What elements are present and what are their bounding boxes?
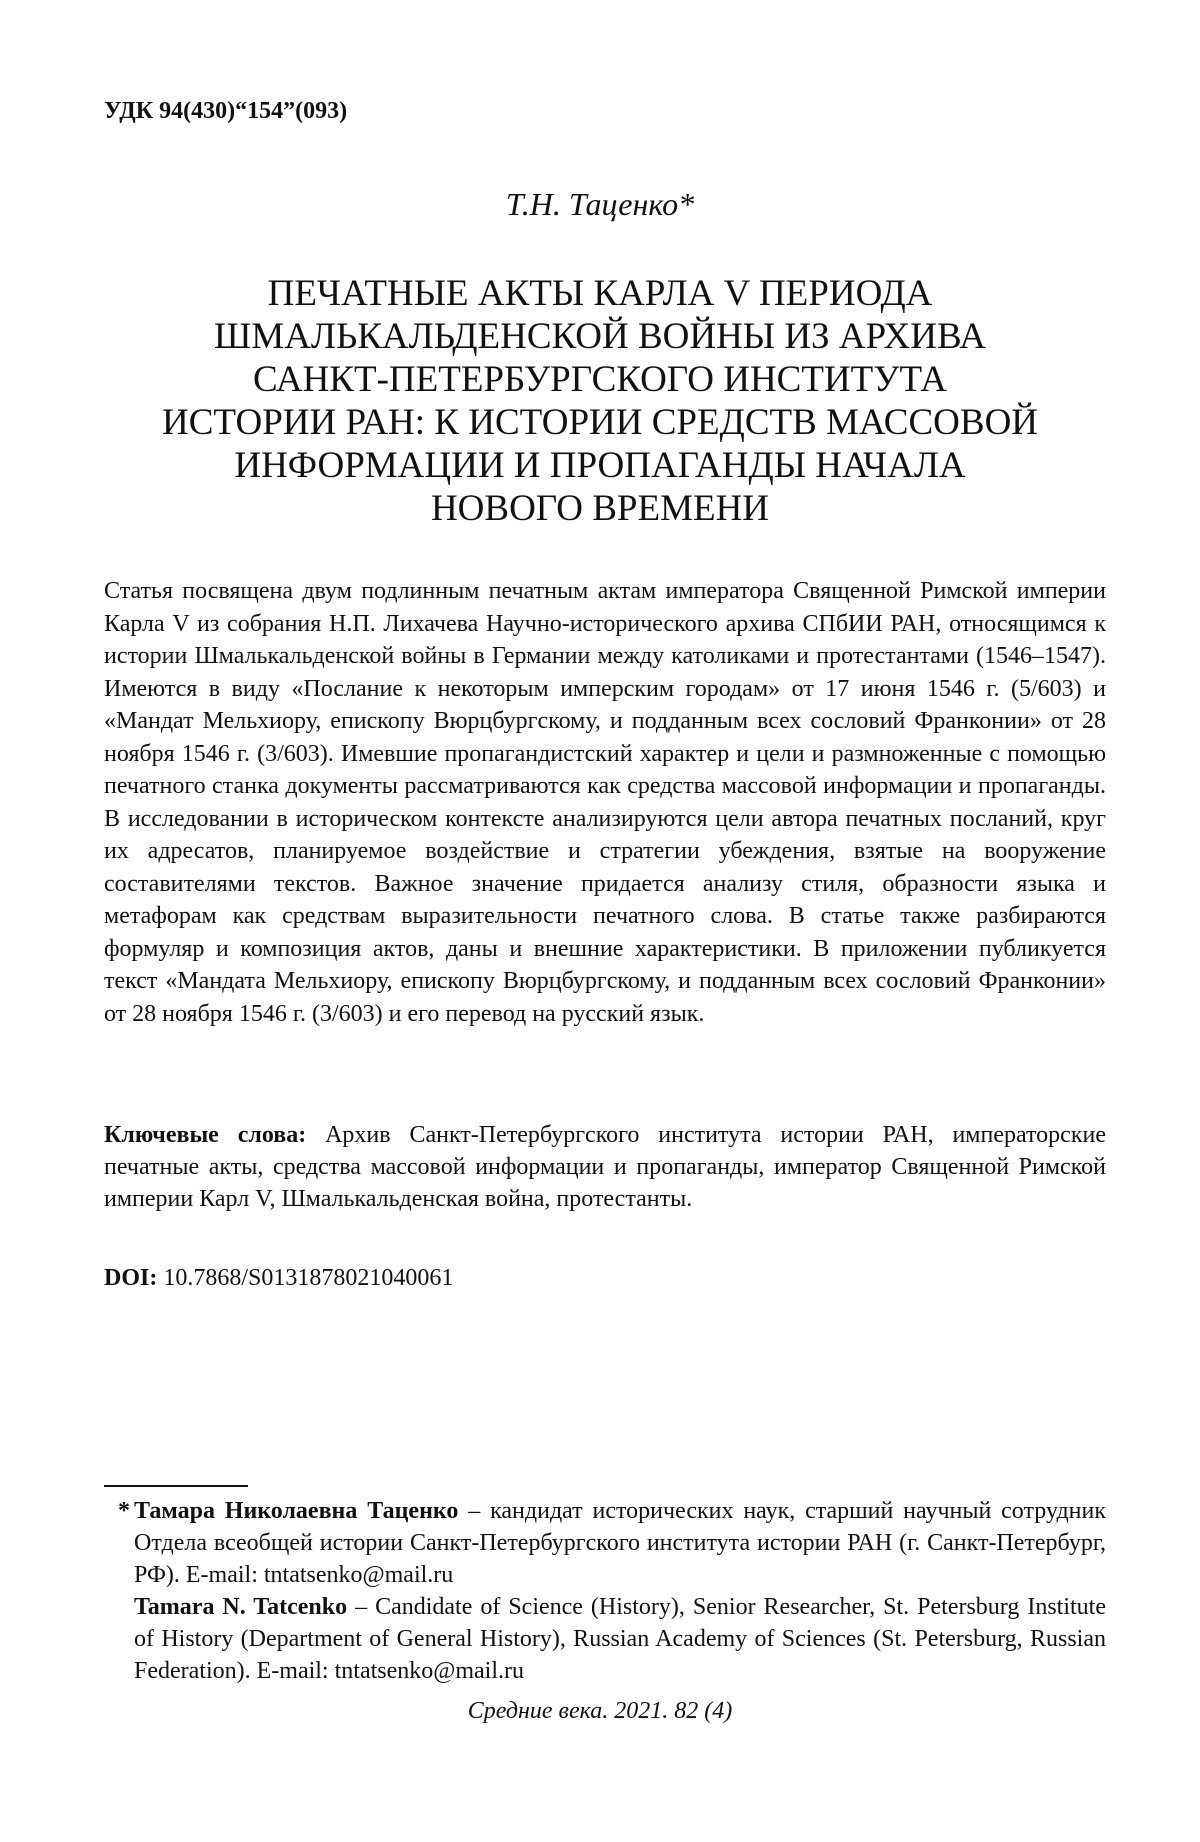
title-line: САНКТ-ПЕТЕРБУРГСКОГО ИНСТИТУТА (253, 359, 947, 400)
footnote-marker: * (118, 1498, 130, 1524)
footnote-en-text: – Candidate of Science (History), Senior Researcher, St. Petersburg Institute of History (Department of General History), Russian Academy of Sciences (St. Petersburg, Russian Federation). E-mail: tntatsenko@mail.ru (134, 1594, 1106, 1684)
footnote-divider (104, 1485, 248, 1487)
footnote-english (104, 1591, 1106, 1687)
footnote-en-name: Tamara N. Tatcenko (134, 1594, 348, 1620)
footnote-ru-text: – кандидат исторических наук, старший научный сотрудник Отдела всеобщей истории Санкт-Петербургского института истории РАН (г. Санкт-Петербург, РФ). E-mail: tntatsenko@mail.ru (134, 1498, 1106, 1588)
footnote-russian (104, 1495, 1106, 1591)
keywords-paragraph (104, 1119, 1106, 1215)
title-line: ПЕЧАТНЫЕ АКТЫ КАРЛА V ПЕРИОДА (267, 273, 933, 314)
keywords-label: Ключевые слова: (104, 1122, 307, 1148)
doi-line (104, 1265, 453, 1292)
title-line: ИСТОРИИ РАН: К ИСТОРИИ СРЕДСТВ МАССОВОЙ (161, 402, 1039, 443)
title-line: ШМАЛЬКАЛЬДЕНСКОЙ ВОЙНЫ ИЗ АРХИВА (213, 316, 987, 357)
abstract-paragraph: Статья посвящена двум подлинным печатным актам императора Священной Римской империи Карла V из собрания Н.П. Лихачева Научно-исторического архива СПбИИ РАН, относящимся к истории Шмалькальденской войны в Германии между католиками и протестантами (1546–1547). Имеются в виду «Послание к некоторым имперским городам» от 17 июня 1546 г. (5/603) и «Мандат Мельхиору, епископу Вюрцбургскому, и подданным всех сословий Франконии» от 28 ноября 1546 г. (3/603). Имевшие пропагандистский характер и цели и размноженные с помощью печатного станка документы рассматриваются как средства массовой информации и пропаганды. В исследовании в историческом контексте анализируются цели автора печатных посланий, круг их адресатов, планируемое воздействие и стратегии убеждения, взятые на вооружение составителями текстов. Важное значение придается анализу стиля, образности языка и метафорам как средствам выразительности печатного слова. В статье также разбираются формуляр и композиция актов, даны и внешние характеристики. В приложении публикуется текст «Мандата Мельхиору, епископу Вюрцбургскому, и подданным всех сословий Франконии» от 28 ноября 1546 г. (3/603) и его перевод на русский язык. (104, 578, 1106, 1027)
article-title (110, 272, 1090, 530)
udk-code: УДК 94(430)“154”(093) (104, 98, 348, 124)
journal-footer: Средние века. 2021. 82 (4) (467, 1698, 733, 1724)
keywords-text: Архив Санкт-Петербургского института истории РАН, императорские печатные акты, средства массовой информации и пропаганды, император Священной Римской империи Карл V, Шмалькальденская война, протестанты. (104, 1122, 1106, 1212)
title-line: НОВОГО ВРЕМЕНИ (430, 488, 770, 529)
doi-label: DOI: (104, 1265, 158, 1291)
doi-value: 10.7868/S0131878021040061 (157, 1265, 454, 1291)
author-name: Т.Н. Таценко* (505, 186, 695, 222)
footnote-ru-name: Тамара Николаевна Таценко (134, 1498, 459, 1524)
title-line: ИНФОРМАЦИИ И ПРОПАГАНДЫ НАЧАЛА (234, 445, 966, 486)
